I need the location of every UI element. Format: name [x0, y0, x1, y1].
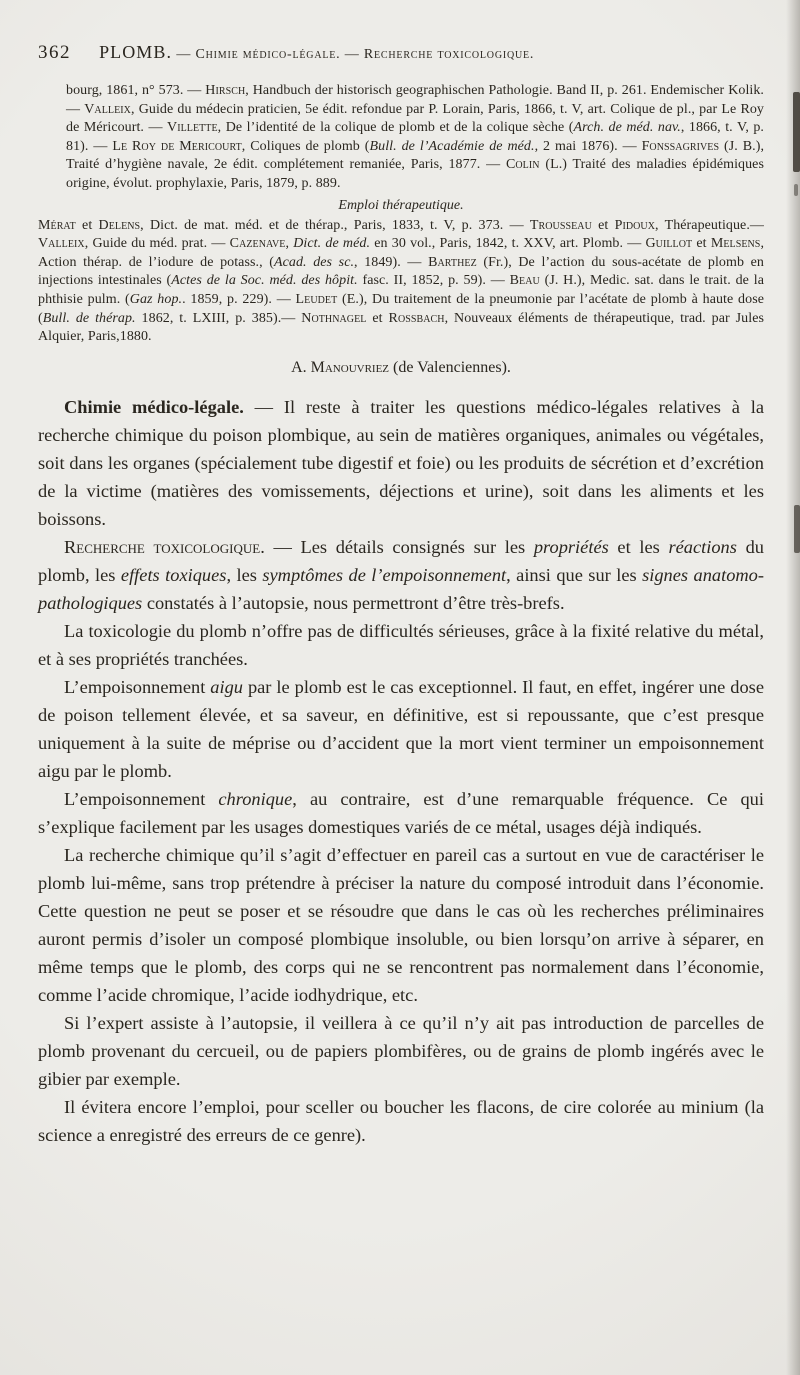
- body-paragraph: L’empoisonnement chronique, au contraire, est d’une remarquable fréquence. Ce qui s’explique facilement par les usages domestiques variés de ce métal, usages déjà indiqués.: [38, 788, 764, 837]
- body-paragraph: La toxicologie du plomb n’offre pas de difficultés sérieuses, grâce à la fixité relative du métal, et à ses propriétés tranchées.: [38, 620, 764, 669]
- body-paragraph: Recherche toxicologique. — Les détails consignés sur les propriétés et les réactions du plomb, les effets toxiques, les symptômes de l’empoisonnement, ainsi que sur les signes anatomo-pathologiques constatés à l’autopsie, nous permettront d’être très-brefs.: [38, 536, 764, 613]
- author-signature: A. Manouvriez (de Valenciennes).: [291, 358, 511, 376]
- article-body: [38, 393, 764, 1149]
- bibliography-block-therapeutique: Mérat et Delens, Dict. de mat. méd. et de thérap., Paris, 1833, t. V, p. 373. — Trousseau et Pidoux, Thérapeutique.— Valleix, Guide du méd. prat. — Cazenave, Dict. de méd. en 30 vol., Paris, 1842, t. XXV, art. Plomb. — Guillot et Melsens, Action thérap. de l’iodure de potass., (Acad. des sc., 1849). — Barthez (Fr.), De l’action du sous-acétate de plomb en injections intestinales (Actes de la Soc. méd. des hôpit. fasc. II, 1852, p. 59). — Beau (J. H.), Medic. sat. dans le trait. de la phthisie pulm. (Gaz hop.. 1859, p. 229). — Leudet (E.), Du traitement de la pneumonie par l’acétate de plomb à haute dose (Bull. de thérap. 1862, t. LXIII, p. 385).— Nothnagel et Rossbach, Nouveaux éléments de thérapeutique, trad. par Jules Alquier, Paris,1880.: [38, 217, 765, 345]
- body-paragraph: La recherche chimique qu’il s’agit d’effectuer en pareil cas a surtout en vue de caractériser le plomb lui-même, sans trop prétendre à préciser la nature du composé introduit dans l’économie. Cette question ne peut se poser et se résoudre que dans le cas où les recherches préliminaires auront permis d’isoler un composé plombique insoluble, ou bien lorsqu’on arrive à séparer, en même temps que le plomb, des corps qui ne se rencontrent pas normalement dans l’économie, comme l’acide chromique, l’acide iodhydrique, etc.: [38, 844, 764, 1005]
- running-title: PLOMB. — Chimie médico-légale. — Recherche toxicologique.: [99, 42, 535, 62]
- scan-artifact: [794, 184, 798, 196]
- subsection-heading: Emploi thérapeutique.: [338, 197, 464, 213]
- body-paragraph: Il évitera encore l’emploi, pour sceller ou boucher les flacons, de cire colorée au minium (la science a enregistré des erreurs de ce genre).: [38, 1096, 764, 1145]
- scan-artifact: [794, 505, 800, 553]
- body-paragraph: Chimie médico-légale. — Il reste à traiter les questions médico-légales relatives à la recherche chimique du poison plombique, au sein de matières organiques, animales ou végétales, soit dans les organes (spécialement tube digestif et foie) ou les produits de sécrétion et d’excrétion de la victime (matières des vomissements, déjections et urine), soit dans les aliments et les boissons.: [38, 396, 764, 529]
- scan-artifact: [793, 92, 800, 172]
- body-paragraph: Si l’expert assiste à l’autopsie, il veillera à ce qu’il n’y ait pas introduction de parcelles de plomb provenant du cercueil, ou de papiers plombifères, ou de grains de plomb ingérés avec le gibier par exemple.: [38, 1012, 764, 1089]
- bibliography-block-continuation: bourg, 1861, n° 573. — Hirsch, Handbuch der historisch geographischen Pathologie. Band II, p. 261. Endemischer Kolik. — Valleix, Guide du médecin praticien, 5e édit. refondue par P. Lorain, Paris, 1866, t. V, art. Colique de pl., par Le Roy de Méricourt. — Villette, De l’identité de la colique de plomb et de la colique sèche (Arch. de méd. nav., 1866, t. V, p. 81). — Le Roy de Mericourt, Coliques de plomb (Bull. de l’Académie de méd., 2 mai 1876). — Fonssagrives (J. B.), Traité d’hygiène navale, 2e édit. complétement remaniée, Paris, 1877. — Colin (L.) Traité des maladies épidémiques origine, évolut. prophylaxie, Paris, 1879, p. 889.: [66, 83, 765, 191]
- page-number: 362: [38, 42, 72, 63]
- page-header: [38, 42, 764, 64]
- body-paragraph: L’empoisonnement aigu par le plomb est le cas exceptionnel. Il faut, en effet, ingérer une dose de poison tellement élevée, et sa saveur, en définitive, est si repoussante, que c’est presque uniquement à la suite de méprise ou d’accident que la mort vient terminer un empoisonnement aigu par le plomb.: [38, 676, 764, 781]
